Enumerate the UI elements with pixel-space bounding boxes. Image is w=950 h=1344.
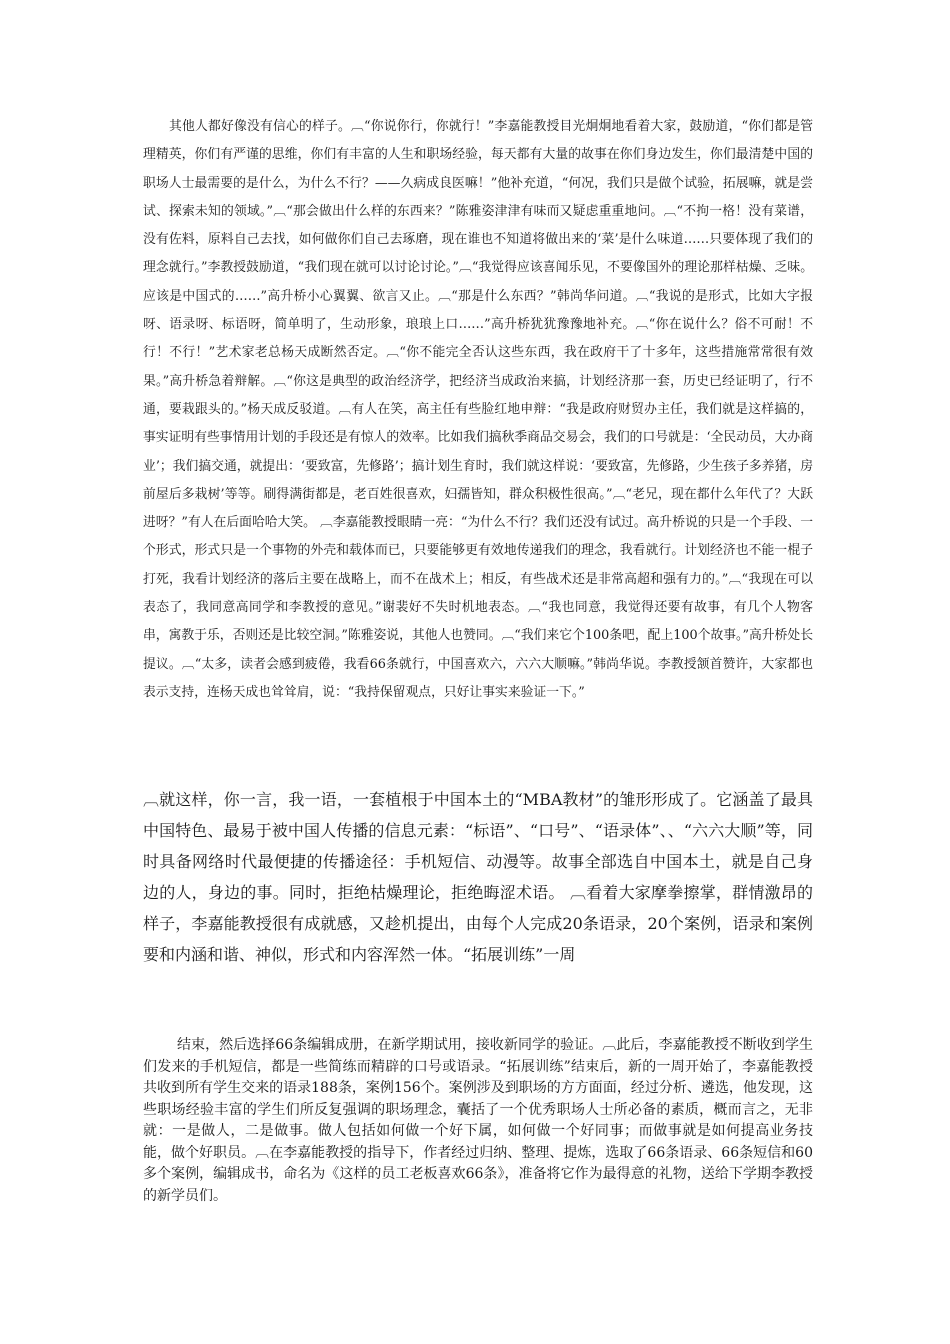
body-paragraph-1: 其他人都好像没有信心的样子。︹“你说你行，你就行！”李嘉能教授目光炯炯地看着大家，鼓励道，“你们都是管理精英，你们有严谨的思维，你们有丰富的人生和职场经验，每天都有大量的故事在你们身边发生，你们最清楚中国的职场人士最需要的是什么，为什么不行？——久病成良医嘛！”他补充道，“何况，我们只是做个试验，拓展嘛，就是尝试、探索未知的领域。”︹“那会做出什么样的东西来？”陈雅姿津津有味而又疑虑重重地问。︹“不拘一格！没有菜谱，没有佐料，原料自己去找，如何做你们自己去琢磨，现在谁也不知道将做出来的‘菜’是什么味道……只要体现了我们的理念就行。”李教授鼓励道，“我们现在就可以讨论讨论。”︹“我觉得应该喜闻乐见，不要像国外的理论那样枯燥、乏味。应该是中国式的……”高升桥小心翼翼、欲言又止。︹“那是什么东西？”韩尚华问道。︹“我说的是形式，比如大字报呀、语录呀、标语呀，简单明了，生动形象，琅琅上口……”高升桥犹犹豫豫地补充。︹“你在说什么？俗不可耐！不行！不行！”艺术家老总杨天成断然否定。︹“你不能完全否认这些东西，我在政府干了十多年，这些措施常常很有效果。”高升桥急着辩解。︹“你这是典型的政治经济学，把经济当成政治来搞，计划经济那一套，历史已经证明了，行不通，要栽跟头的。”杨天成反驳道。︹有人在笑，高主任有些脸红地申辩：“我是政府财贸办主任，我们就是这样搞的，事实证明有些事情用计划的手段还是有惊人的效率。比如我们搞秋季商品交易会，我们的口号就是：‘全民动员，大办商业’；我们搞交通，就提出：‘要致富，先修路’；搞计划生育时，我们就这样说：‘要致富，先修路，少生孩子多养猪，房前屋后多栽树’等等。刷得满街都是，老百姓很喜欢，妇孺皆知，群众积极性很高。”︹“老兄，现在都什么年代了？大跃进呀？”有人在后面哈哈大笑。 ︹李嘉能教授眼睛一亮：“为什么不行？我们还没有试过。高升桥说的只是一个手段、一个形式，形式只是一个事物的外壳和载体而已，只要能够更有效地传递我们的理念，我看就行。计划经济也不能一棍子打死，我看计划经济的落后主要在战略上，而不在战术上；相反，有些战术还是非常高超和强有力的。”︹“我现在可以表态了，我同意高同学和李教授的意见。”谢裴好不失时机地表态。︹“我也同意，我觉得还要有故事，有几个人物客串，寓教于乐，否则还是比较空洞。”陈雅姿说，其他人也赞同。︹“我们来它个100条吧，配上100个故事。”高升桥处长提议。︹“太多，读者会感到疲倦，我看66条就行，中国喜欢六，六六大顺嘛。”韩尚华说。李教授颔首赞许，大家都也表示支持，连杨天成也耸耸肩，说：“我持保留观点，只好让事实来验证一下。” <box>143 119 813 700</box>
body-paragraph-3: 结束，然后选择66条编辑成册，在新学期试用，接收新同学的验证。︹此后，李嘉能教授不断收到学生们发来的手机短信，都是一些简练而精辟的口号或语录。“拓展训练”结束后，新的一周开始了，李嘉能教授共收到所有学生交来的语录188条，案例156个。案例涉及到职场的方方面面，经过分析、遴选，他发现，这些职场经验丰富的学生们所反复强调的职场理念，囊括了一个优秀职场人士所必备的素质，概而言之，无非就：一是做人，二是做事。做人包括如何做一个好下属，如何做一个好同事；而做事就是如何提高业务技能，做个好职员。︹在李嘉能教授的指导下，作者经过归纳、整理、提炼，选取了66条语录、66条短信和60多个案例，编辑成书，命名为《这样的员工老板喜欢66条》，准备将它作为最得意的礼物，送给下学期李教授的新学员们。 <box>143 1037 813 1204</box>
body-paragraph-2: ︹就这样，你一言，我一语，一套植根于中国本土的“MBA教材”的雏形形成了。它涵盖了最具中国特色、最易于被中国人传播的信息元素：“标语”、“口号”、“语录体”、、“六六大顺”等，同时具备网络时代最便捷的传播途径：手机短信、动漫等。故事全部选自中国本土，就是自己身边的人，身边的事。同时，拒绝枯燥理论，拒绝晦涩术语。 ︹看着大家摩拳擦掌，群情激昂的样子，李嘉能教授很有成就感，又趁机提出，由每个人完成20条语录，20个案例，语录和案例要和内涵和谐、神似，形式和内容浑然一体。“拓展训练”一周 <box>143 790 813 964</box>
